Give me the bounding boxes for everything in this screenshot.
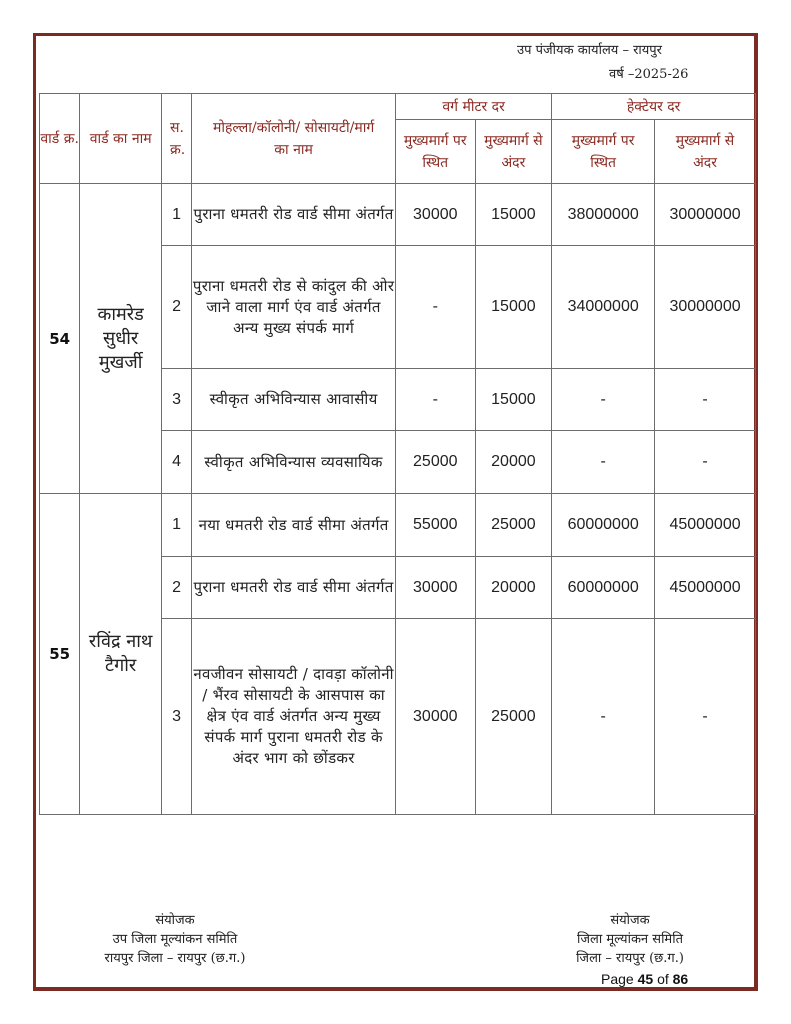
year-heading: वर्ष –2025-26 bbox=[609, 67, 689, 82]
sqm-rate-on-main: 55000 bbox=[395, 494, 475, 557]
ha-rate-inside: 45000000 bbox=[655, 557, 756, 619]
header-row-1 bbox=[40, 94, 756, 120]
signature-committee: जिला मूल्यांकन समिति bbox=[577, 932, 683, 947]
ha-rate-inside: 30000000 bbox=[655, 246, 756, 369]
ha-rate-on-main: 34000000 bbox=[552, 246, 655, 369]
sqm-rate-on-main: 30000 bbox=[395, 184, 475, 246]
locality-name: नया धमतरी रोड वार्ड सीमा अंतर्गत bbox=[192, 494, 396, 557]
sqm-rate-inside: 15000 bbox=[475, 184, 552, 246]
sqm-rate-inside: 20000 bbox=[475, 557, 552, 619]
serial-number: 3 bbox=[162, 619, 192, 815]
serial-number: 1 bbox=[162, 494, 192, 557]
locality-name: पुराना धमतरी रोड से कांदुल की ओर जाने वाला मार्ग एंव वार्ड अंतर्गत अन्य मुख्य संपर्क मार्ग bbox=[192, 246, 396, 369]
page-of: of bbox=[657, 971, 669, 987]
locality-name: पुराना धमतरी रोड वार्ड सीमा अंतर्गत bbox=[192, 557, 396, 619]
locality-name: स्वीकृत अभिविन्यास आवासीय bbox=[192, 369, 396, 431]
ward-name: कामरेड सुधीर मुखर्जी bbox=[80, 184, 162, 494]
signature-block-district bbox=[560, 911, 700, 968]
ha-rate-inside: 30000000 bbox=[655, 184, 756, 246]
ha-rate-on-main: 60000000 bbox=[552, 494, 655, 557]
signature-location: रायपुर जिला – रायपुर (छ.ग.) bbox=[104, 951, 246, 966]
col-header-ward-no: वार्ड क्र. bbox=[40, 94, 80, 184]
ward-name: रविंद्र नाथ टैगोर bbox=[80, 494, 162, 815]
table-row bbox=[40, 184, 756, 246]
sqm-rate-on-main: - bbox=[395, 246, 475, 369]
signature-title: संयोजक bbox=[155, 913, 195, 928]
page-current: 45 bbox=[637, 971, 654, 987]
col-header-serial: स. क्र. bbox=[162, 94, 192, 184]
page-prefix: Page bbox=[601, 971, 634, 987]
sqm-rate-inside: 25000 bbox=[475, 494, 552, 557]
sqm-rate-on-main: 30000 bbox=[395, 557, 475, 619]
sqm-rate-on-main: 25000 bbox=[395, 431, 475, 494]
signature-title: संयोजक bbox=[610, 913, 650, 928]
col-header-locality: मोहल्ला/कॉलोनी/ सोसायटी/मार्ग का नाम bbox=[192, 94, 396, 184]
page-total: 86 bbox=[672, 971, 689, 987]
col-header-ha-inside: मुख्यमार्ग से अंदर bbox=[655, 120, 756, 184]
ha-rate-inside: - bbox=[655, 431, 756, 494]
col-header-sqm-on-main: मुख्यमार्ग पर स्थित bbox=[395, 120, 475, 184]
page-number bbox=[601, 971, 688, 987]
ha-rate-on-main: - bbox=[552, 619, 655, 815]
sqm-rate-on-main: 30000 bbox=[395, 619, 475, 815]
ha-rate-on-main: - bbox=[552, 369, 655, 431]
sqm-rate-inside: 15000 bbox=[475, 369, 552, 431]
col-group-hectare-rate: हेक्टेयर दर bbox=[552, 94, 756, 120]
serial-number: 2 bbox=[162, 557, 192, 619]
ha-rate-inside: - bbox=[655, 619, 756, 815]
col-header-sqm-inside: मुख्यमार्ग से अंदर bbox=[475, 120, 552, 184]
serial-number: 2 bbox=[162, 246, 192, 369]
ha-rate-on-main: - bbox=[552, 431, 655, 494]
signature-location: जिला – रायपुर (छ.ग.) bbox=[576, 951, 684, 966]
serial-number: 4 bbox=[162, 431, 192, 494]
sqm-rate-on-main: - bbox=[395, 369, 475, 431]
col-group-sqm-rate: वर्ग मीटर दर bbox=[395, 94, 551, 120]
locality-name: स्वीकृत अभिविन्यास व्यवसायिक bbox=[192, 431, 396, 494]
serial-number: 1 bbox=[162, 184, 192, 246]
ha-rate-on-main: 60000000 bbox=[552, 557, 655, 619]
signature-committee: उप जिला मूल्यांकन समिति bbox=[112, 932, 238, 947]
sqm-rate-inside: 15000 bbox=[475, 246, 552, 369]
sqm-rate-inside: 25000 bbox=[475, 619, 552, 815]
rate-table bbox=[39, 93, 756, 815]
table-row bbox=[40, 494, 756, 557]
ha-rate-inside: 45000000 bbox=[655, 494, 756, 557]
col-header-ward-name: वार्ड का नाम bbox=[80, 94, 162, 184]
office-heading: उप पंजीयक कार्यालय – रायपुर bbox=[517, 43, 662, 58]
ha-rate-inside: - bbox=[655, 369, 756, 431]
ward-number: 55 bbox=[40, 494, 80, 815]
sqm-rate-inside: 20000 bbox=[475, 431, 552, 494]
signature-block-sub-district bbox=[80, 911, 270, 968]
ha-rate-on-main: 38000000 bbox=[552, 184, 655, 246]
ward-number: 54 bbox=[40, 184, 80, 494]
serial-number: 3 bbox=[162, 369, 192, 431]
locality-name: पुराना धमतरी रोड वार्ड सीमा अंतर्गत bbox=[192, 184, 396, 246]
col-header-ha-on-main: मुख्यमार्ग पर स्थित bbox=[552, 120, 655, 184]
locality-name: नवजीवन सोसायटी / दावड़ा कॉलोनी / भैंरव सोसायटी के आसपास का क्षेत्र एंव वार्ड अंतर्गत अन्य मुख्य संपर्क मार्ग पुराना धमतरी रोड के अंदर भाग को छोंडकर bbox=[192, 619, 396, 815]
